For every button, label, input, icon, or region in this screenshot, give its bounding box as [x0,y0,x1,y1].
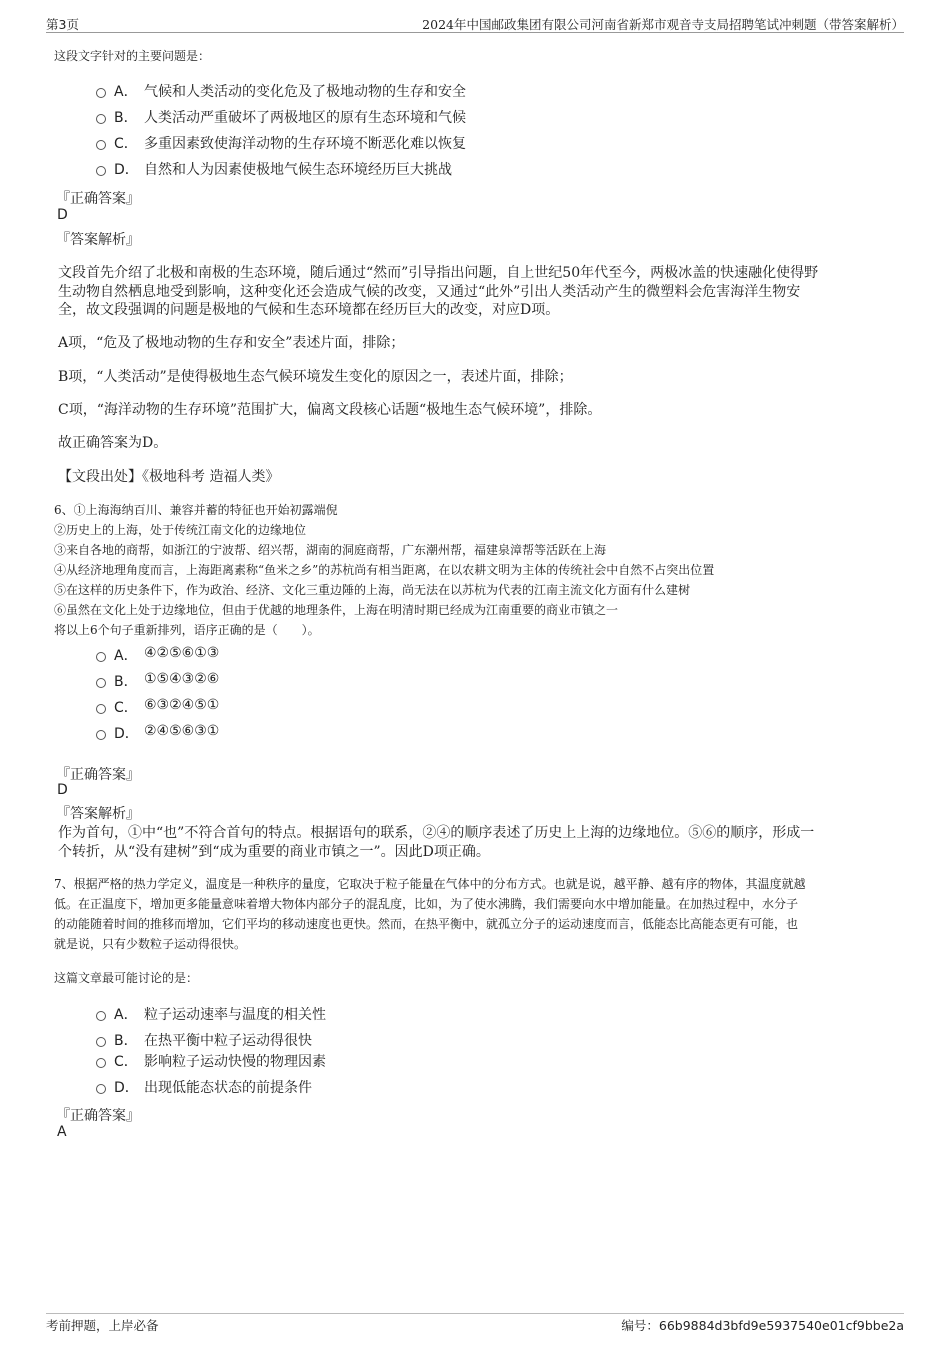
option-letter: A． [114,1007,138,1023]
q6-analysis-line: 个转折，从“没有建树”到“成为重要的商业市镇之一”。因此D项正确。 [58,844,490,860]
option-letter: D． [114,1080,139,1096]
q7-answer-label: 『正确答案』 [56,1108,140,1124]
option-letter: B． [114,110,138,126]
page-number: 第3页 [46,17,79,32]
radio-icon[interactable] [96,1011,106,1021]
q7-stem-line: 的动能随着时间的推移而增加，它们平均的移动速度也更快。然而，在热平衡中，就孤立分子的运动速度而言，低能态比高能态更有可能，也 [54,917,799,931]
q7-answer: A [57,1124,67,1140]
q5-analysis-line: 文段首先介绍了北极和南极的生态环境，随后通过“然而”引导指出问题，自上世纪50年代至今，两极冰盖的快速融化使得野 [58,265,819,281]
q7-stem-line: 低。在正温度下，增加更多能量意味着增大物体内部分子的混乱度，比如，为了使水沸腾，我们需要向水中增加能量。在加热过程中，水分子 [54,897,799,911]
option-text: 出现低能态状态的前提条件 [144,1080,312,1096]
option-text: 影响粒子运动快慢的物理因素 [144,1054,326,1070]
radio-icon[interactable] [96,678,106,688]
option-text: 粒子运动速率与温度的相关性 [144,1007,326,1023]
q7-prompt: 这篇文章最可能讨论的是： [54,971,199,985]
page-footer [46,1313,904,1334]
q6-stem-line: ⑥虽然在文化上处于边缘地位，但由于优越的地理条件，上海在明清时期已经成为江南重要的商业市镇之一 [54,603,619,617]
q5-analysis-line: 生动物自然栖息地受到影响，这种变化还会造成气候的改变，又通过“此外”引出人类活动产生的微塑料会危害海洋生物安 [58,284,801,300]
q5-note-a: A项，“危及了极地动物的生存和安全”表述片面，排除； [58,335,405,351]
q5-conclusion: 故正确答案为D。 [58,435,168,451]
option-text: 气候和人类活动的变化危及了极地动物的生存和安全 [144,84,466,100]
option-text: 自然和人为因素使极地气候生态环境经历巨大挑战 [144,162,452,178]
q6-stem-line: ②历史上的上海，处于传统江南文化的边缘地位 [54,523,307,537]
option-letter: A． [114,648,138,664]
q6-stem-line: ③来自各地的商帮，如浙江的宁波帮、绍兴帮，湖南的洞庭商帮，广东潮州帮，福建泉漳帮等活跃在上海 [54,543,607,557]
option-text: ④②⑤⑥①③ [144,645,220,661]
radio-icon[interactable] [96,1037,106,1047]
document-id: 编号：66b9884d3bfd9e5937540e01cf9bbe2a [621,1318,904,1333]
q6-stem-line: ④从经济地理角度而言，上海距离素称“鱼米之乡”的苏杭尚有相当距离，在以农耕文明为主体的传统社会中自然不占突出位置 [54,563,715,577]
option-text: ①⑤④③②⑥ [144,671,220,687]
footer-slogan: 考前押题，上岸必备 [46,1318,159,1333]
radio-icon[interactable] [96,1058,106,1068]
q5-answer-label: 『正确答案』 [56,191,140,207]
option-letter: C． [114,700,138,716]
q5-answer: D [57,207,68,223]
option-letter: D． [114,162,139,178]
q6-stem-line: 6、①上海海纳百川、兼容并蓄的特征也开始初露端倪 [54,503,338,517]
q5-analysis-line: 全，故文段强调的问题是极地的气候和生态环境都在经历巨大的改变，对应D项。 [58,302,560,318]
radio-icon[interactable] [96,140,106,150]
q5-note-c: C项，“海洋动物的生存环境”范围扩大，偏离文段核心话题“极地生态气候环境”，排除。 [58,402,602,418]
option-letter: C． [114,136,138,152]
option-letter: D． [114,726,139,742]
option-text: ⑥③②④⑤① [144,697,220,713]
option-letter: B． [114,674,138,690]
q5-analysis-label: 『答案解析』 [56,232,140,248]
option-text: ②④⑤⑥③① [144,723,220,739]
document-title: 2024年中国邮政集团有限公司河南省新郑市观音寺支局招聘笔试冲刺题（带答案解析） [422,17,904,32]
radio-icon[interactable] [96,652,106,662]
page-header [46,14,904,33]
q6-answer: D [57,782,68,798]
radio-icon[interactable] [96,114,106,124]
q5-source: 【文段出处】《极地科考 造福人类》 [58,469,280,485]
q6-analysis-label: 『答案解析』 [56,806,140,822]
option-letter: B． [114,1033,138,1049]
q6-stem-question: 将以上6个句子重新排列，语序正确的是（ ）。 [54,623,320,637]
radio-icon[interactable] [96,1084,106,1094]
option-letter: A． [114,84,138,100]
q7-stem-line: 7、根据严格的热力学定义，温度是一种秩序的量度，它取决于粒子能量在气体中的分布方式。也就是说，越平静、越有序的物体，其温度就越 [54,877,806,891]
q5-note-b: B项，“人类活动”是使得极地生态气候环境发生变化的原因之一，表述片面，排除； [58,369,573,385]
radio-icon[interactable] [96,166,106,176]
option-text: 多重因素致使海洋动物的生存环境不断恶化难以恢复 [144,136,466,152]
q7-stem-line: 就是说，只有少数粒子运动得很快。 [54,937,247,951]
radio-icon[interactable] [96,730,106,740]
option-text: 在热平衡中粒子运动得很快 [144,1033,312,1049]
q6-answer-label: 『正确答案』 [56,767,140,783]
q6-analysis-line: 作为首句，①中“也”不符合首句的特点。根据语句的联系，②④的顺序表述了历史上上海的边缘地位。⑤⑥的顺序，形成一 [58,825,815,841]
q6-stem-line: ⑤在这样的历史条件下，作为政治、经济、文化三重边陲的上海，尚无法在以苏杭为代表的江南主流文化方面有什么建树 [54,583,691,597]
option-letter: C． [114,1054,138,1070]
q5-prompt: 这段文字针对的主要问题是： [54,49,211,63]
option-text: 人类活动严重破坏了两极地区的原有生态环境和气候 [144,110,466,126]
radio-icon[interactable] [96,704,106,714]
radio-icon[interactable] [96,88,106,98]
